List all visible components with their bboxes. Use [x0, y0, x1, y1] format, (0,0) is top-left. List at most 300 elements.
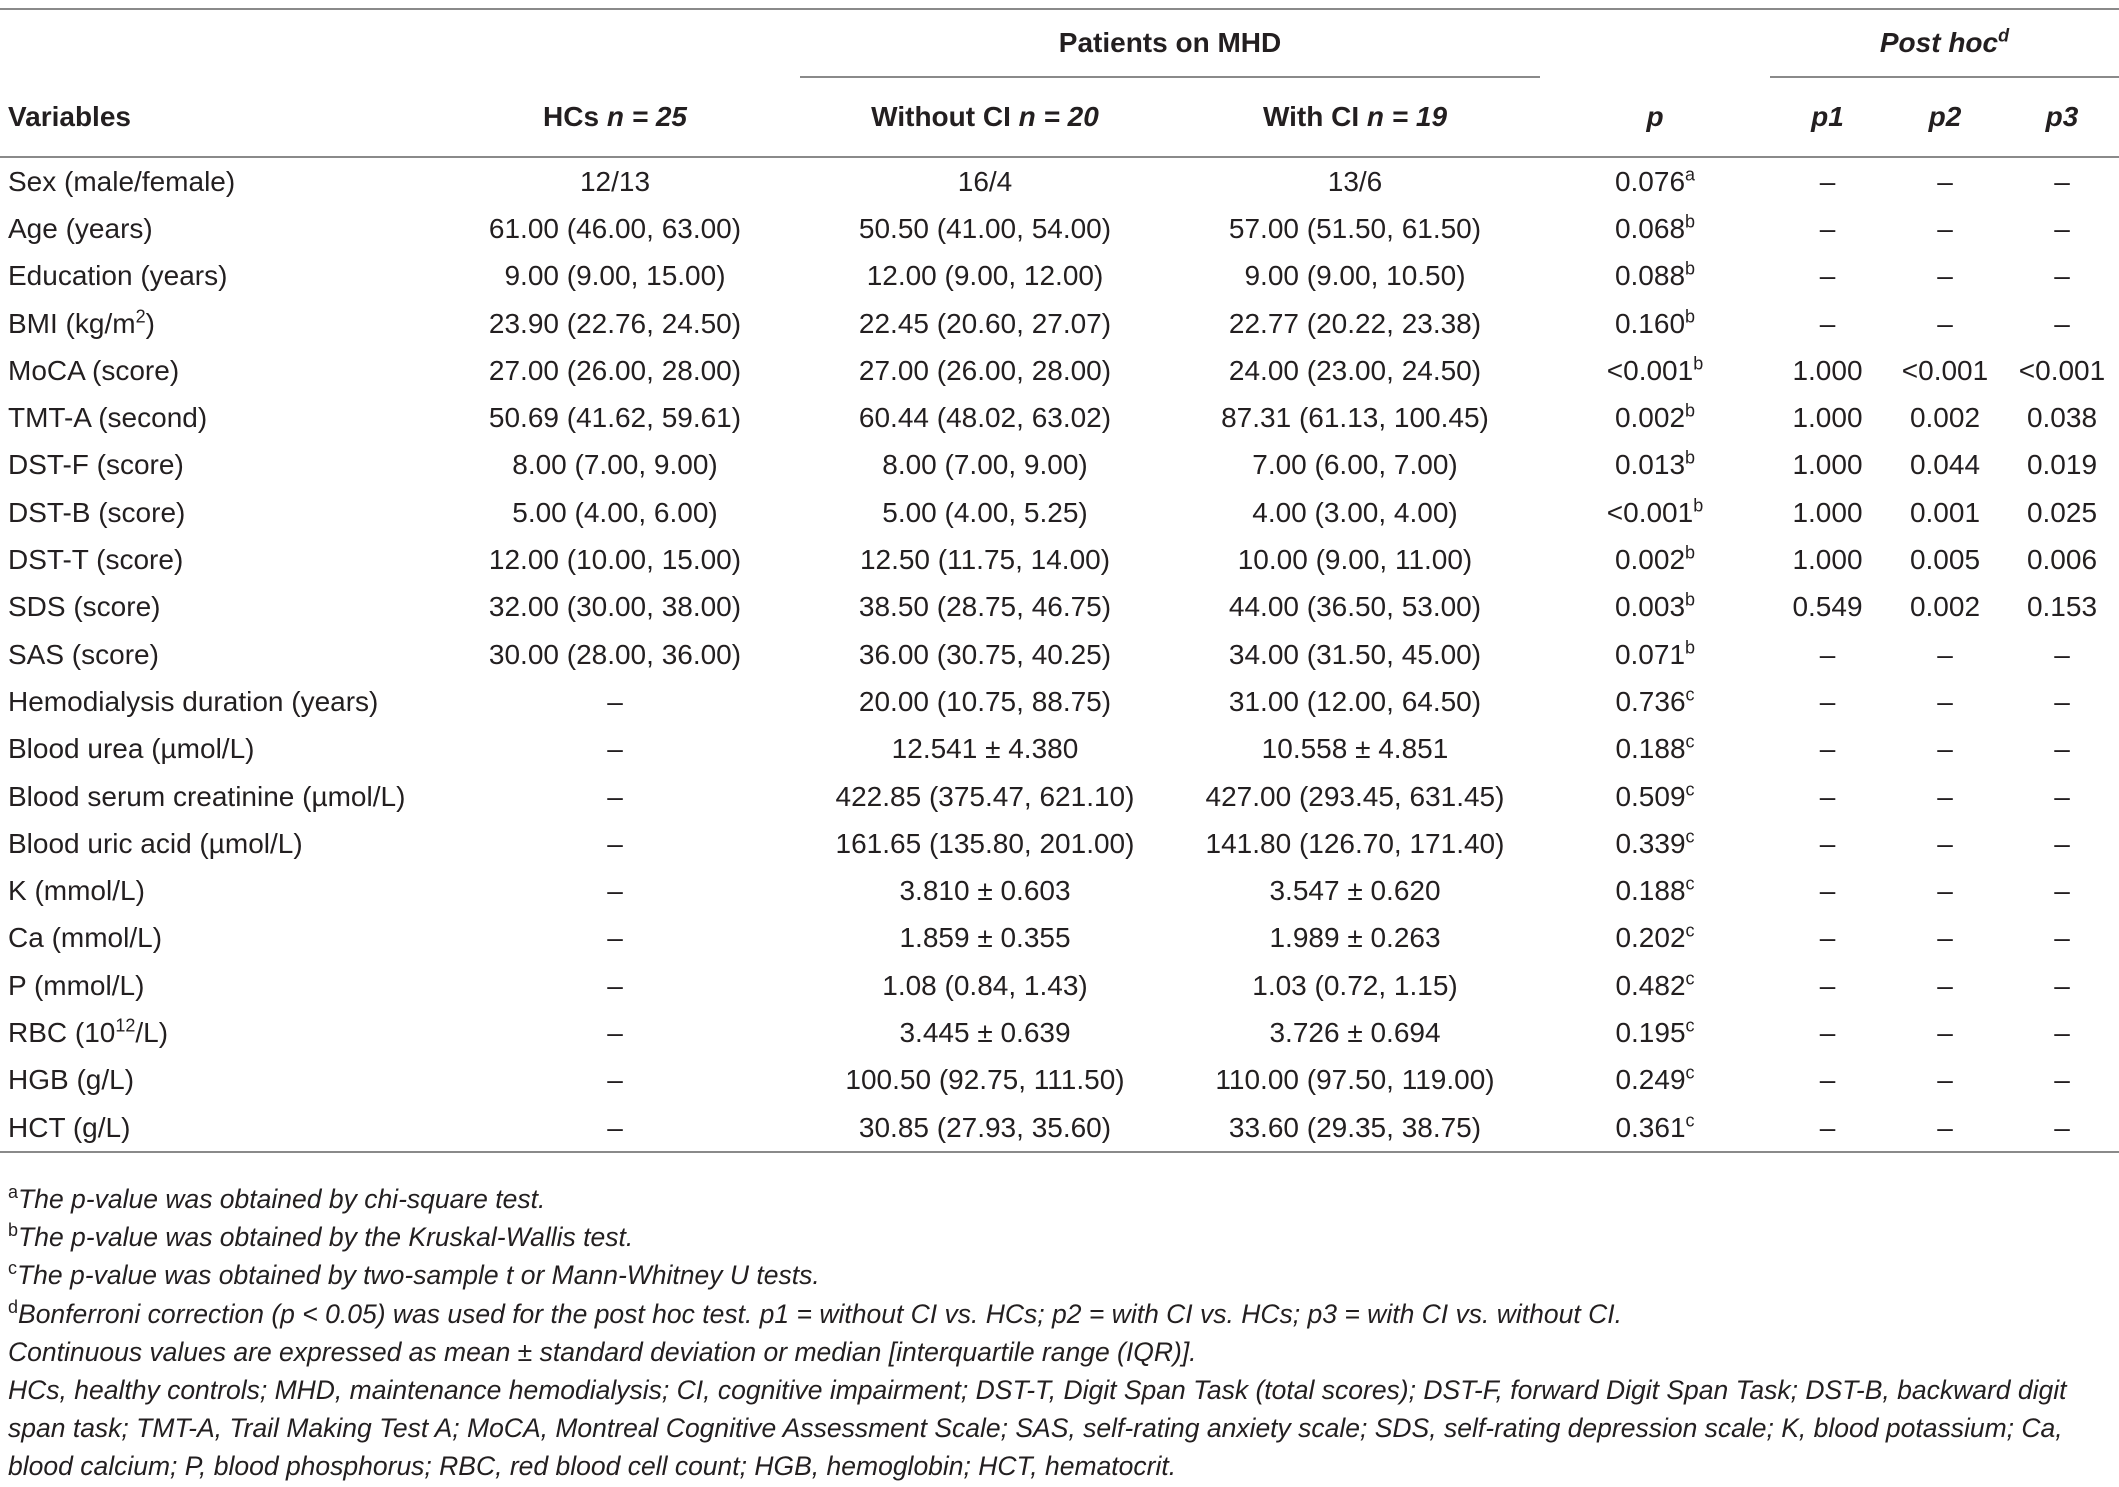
cell-without-ci: 12.50 (11.75, 14.00)	[859, 544, 1111, 576]
cell-hcs: –	[607, 780, 623, 812]
cell-p	[1540, 915, 1770, 962]
table-row	[0, 157, 2119, 205]
variable-variable: P (mmol/L)	[8, 969, 145, 1001]
cell-p2: –	[1937, 685, 1953, 717]
column-header-emphasis: p1	[1811, 101, 1844, 132]
cell-p2: –	[1937, 827, 1953, 859]
cell-p2: –	[1937, 969, 1953, 1001]
cell-p1: –	[1819, 827, 1836, 859]
cell-variable	[0, 678, 430, 725]
cell-p1: –	[1819, 969, 1836, 1001]
cell-p2: –	[1937, 733, 1953, 765]
column-header-emphasis: p3	[2045, 101, 2079, 132]
cell-with-ci: 31.00 (12.00, 64.50)	[1228, 685, 1482, 717]
cell-p	[1540, 631, 1770, 678]
p-value: 0.068	[1614, 212, 1686, 244]
cell-variable	[0, 631, 430, 678]
footnote-mark: a	[8, 1182, 19, 1203]
p-value: 0.013	[1614, 449, 1686, 481]
cell-hcs: –	[607, 1064, 623, 1096]
cell-p1: –	[1819, 1064, 1836, 1096]
variable-var-sup: 12	[115, 1015, 136, 1036]
cell-hcs: –	[607, 875, 623, 907]
p-value: 0.482	[1615, 969, 1686, 1001]
cell-p2: –	[1937, 260, 1953, 292]
cell-p1: –	[1819, 875, 1836, 907]
cell-variable	[0, 1009, 430, 1056]
column-header-emphasis: n = 25	[606, 100, 687, 132]
variable-variable: DST-B (score)	[8, 496, 186, 528]
cell-p1: –	[1819, 922, 1836, 954]
cell-hcs: –	[607, 685, 623, 717]
column-header-with-ci	[1170, 77, 1540, 157]
cell-p3: –	[2054, 733, 2070, 765]
cell-with-ci: 87.31 (61.13, 100.45)	[1221, 402, 1489, 434]
post-hoc-label: Post hoc	[1879, 27, 1999, 58]
cell-p2: 0.001	[1909, 496, 1981, 528]
footnote-text: Bonferroni correction (p < 0.05) was used for the post hoc test. p1 = without CI vs. HCs; p2 = with CI vs. HCs; p3 = with CI vs. without CI.	[18, 1298, 1622, 1329]
table-row	[0, 442, 2119, 489]
cell-without-ci: 30.85 (27.93, 35.60)	[800, 1104, 1170, 1152]
cell-p3: 0.038	[2026, 402, 2098, 434]
p-value: 0.202	[1615, 922, 1686, 954]
p-value: 0.160	[1614, 307, 1686, 339]
table-row	[0, 773, 2119, 820]
cell-with-ci: 57.00 (51.50, 61.50)	[1228, 212, 1482, 244]
cell-without-ci: 12.541 ± 4.380	[891, 733, 1079, 765]
cell-p2: 0.005	[1909, 544, 1981, 576]
variable-variable: Blood uric acid (µmol/L)	[8, 827, 303, 859]
table-row	[0, 1009, 2119, 1056]
cell-p2: –	[1937, 875, 1953, 907]
cell-without-ci: 1.859 ± 0.355	[899, 922, 1071, 954]
cell-with-ci: 44.00 (36.50, 53.00)	[1228, 591, 1482, 623]
cell-variable	[0, 820, 430, 867]
p-value: 0.188	[1615, 733, 1686, 765]
cell-without-ci: 422.85 (375.47, 621.10)	[835, 780, 1135, 812]
p-footnote-mark: b	[1693, 495, 1704, 516]
cell-p3: –	[2054, 638, 2070, 670]
variable-variable: Blood serum creatinine (µmol/L)	[8, 780, 406, 812]
cell-p3: –	[2054, 1016, 2070, 1048]
cell-without-ci: 20.00 (10.75, 88.75)	[858, 685, 1112, 717]
cell-p2: –	[1937, 165, 1953, 197]
table-row	[0, 1104, 2119, 1152]
variable-variable: BMI (kg/m	[8, 307, 136, 339]
p-value: 0.339	[1615, 827, 1686, 859]
footnote-text: Continuous values are expressed as mean ± standard deviation or median [interquartile range (IQR)].	[8, 1336, 1197, 1367]
variable-variable: Blood urea (µmol/L)	[8, 733, 255, 765]
footnote-mark: b	[8, 1220, 19, 1241]
cell-variable	[0, 536, 430, 583]
cell-with-ci: 34.00 (31.50, 45.00)	[1228, 638, 1482, 670]
variable-variable: Hemodialysis duration (years)	[8, 685, 379, 717]
cell-p	[1540, 962, 1770, 1009]
column-header-label: Variables	[8, 100, 131, 132]
cell-hcs: 32.00 (30.00, 38.00)	[488, 591, 742, 623]
table-row	[0, 631, 2119, 678]
cell-without-ci: 22.45 (20.60, 27.07)	[858, 307, 1112, 339]
cell-p3: –	[2054, 875, 2070, 907]
cell-p3: –	[2054, 307, 2070, 339]
column-header-label: Without CI	[871, 101, 1019, 132]
variable-variable: SAS (score)	[8, 638, 159, 670]
cell-p	[1540, 157, 1770, 205]
table-row	[0, 253, 2119, 300]
cell-p2: 0.002	[1909, 402, 1981, 434]
cell-with-ci: 110.00 (97.50, 119.00)	[1215, 1064, 1495, 1096]
column-header-emphasis: n = 19	[1366, 101, 1448, 132]
cell-p	[1540, 347, 1770, 394]
group-header-post-hoc	[1770, 10, 2119, 77]
table-row	[0, 726, 2119, 773]
cell-hcs: 12.00 (10.00, 15.00)	[488, 544, 742, 576]
cell-p3: –	[2054, 969, 2070, 1001]
p-footnote-mark: c	[1685, 968, 1695, 989]
p-footnote-mark: b	[1693, 353, 1704, 374]
cell-p2: –	[1937, 212, 1953, 244]
footnote-text: The p-value was obtained by chi-square test.	[18, 1184, 546, 1214]
cell-hcs: –	[607, 1016, 623, 1048]
cell-with-ci: 9.00 (9.00, 10.50)	[1244, 260, 1466, 292]
cell-variable	[0, 442, 430, 489]
footnote-text: HCs, healthy controls; MHD, maintenance hemodialysis; CI, cognitive impairment; DST-T, Digit Span Task (total scores); DST-F, forward Digit Span Task; DST-B, backward digit span task; TMT-A, Trail Making Test A; MoCA, Montreal Cognitive Assessment Scale; SAS, self-rating anxiety scale; SDS, self-rating depression scale; K, blood potassium; Ca, blood calcium; P, blood phosphorus; RBC, red blood cell count; HGB, hemoglobin; HCT, hematocrit.	[8, 1375, 2067, 1482]
cell-with-ci: 141.80 (126.70, 171.40)	[1205, 827, 1505, 859]
cell-with-ci: 427.00 (293.45, 631.45)	[1205, 780, 1505, 812]
cell-p2: –	[1937, 307, 1953, 339]
cell-p1: 1.000	[1792, 354, 1863, 386]
cell-p2: –	[1937, 780, 1953, 812]
variable-variable: MoCA (score)	[8, 354, 180, 386]
cell-p2: –	[1937, 638, 1953, 670]
p-footnote-mark: b	[1685, 400, 1696, 421]
p-footnote-mark: b	[1685, 306, 1696, 327]
cell-p	[1540, 1057, 1770, 1104]
cell-p	[1540, 1009, 1770, 1056]
cell-p	[1540, 536, 1770, 583]
results-table	[0, 8, 2119, 1153]
cell-p2: –	[1885, 1104, 2005, 1152]
footnote	[8, 1333, 2108, 1371]
cell-p3: –	[2054, 165, 2070, 197]
cell-p3: –	[2054, 1064, 2070, 1096]
footnote-mark: c	[8, 1258, 17, 1279]
column-header-row	[0, 77, 2119, 157]
table-row	[0, 1057, 2119, 1104]
cell-variable	[0, 773, 430, 820]
cell-variable	[0, 157, 430, 205]
variable-variable: Age (years)	[8, 212, 153, 244]
cell-hcs: 50.69 (41.62, 59.61)	[488, 402, 742, 434]
cell-p	[1540, 253, 1770, 300]
p-footnote-mark: c	[1685, 1110, 1695, 1131]
p-footnote-mark: b	[1685, 258, 1696, 279]
footnote-text: The p-value was obtained by the Kruskal-Wallis test.	[18, 1222, 634, 1253]
p-footnote-mark: c	[1685, 826, 1695, 847]
p-footnote-mark: c	[1685, 684, 1695, 705]
cell-variable	[0, 300, 430, 347]
p-value: 0.002	[1614, 402, 1686, 434]
cell-with-ci: 1.989 ± 0.263	[1269, 922, 1441, 954]
cell-p2: 0.002	[1909, 591, 1981, 623]
cell-hcs: 12/13	[579, 165, 651, 197]
cell-p3: –	[2054, 827, 2070, 859]
p-footnote-mark: c	[1685, 873, 1695, 894]
cell-p3: –	[2054, 780, 2070, 812]
column-header-without-ci	[800, 77, 1170, 157]
cell-variable	[0, 394, 430, 441]
variable-variable: Ca (mmol/L)	[8, 922, 163, 954]
cell-p1: –	[1819, 638, 1836, 670]
cell-p1: –	[1819, 307, 1836, 339]
p-footnote-mark: b	[1685, 589, 1696, 610]
cell-variable	[0, 584, 430, 631]
table-row	[0, 584, 2119, 631]
p-footnote-mark: c	[1685, 921, 1695, 942]
p-value: 0.188	[1615, 875, 1686, 907]
cell-without-ci: 161.65 (135.80, 201.00)	[835, 827, 1135, 859]
cell-hcs: –	[607, 922, 623, 954]
cell-p2: –	[1937, 1064, 1953, 1096]
cell-hcs: –	[430, 1104, 800, 1152]
cell-p	[1540, 394, 1770, 441]
table-row	[0, 962, 2119, 1009]
cell-p	[1540, 1104, 1770, 1152]
cell-hcs: 27.00 (26.00, 28.00)	[488, 354, 742, 386]
p-footnote-mark: a	[1685, 164, 1696, 185]
p-value: 0.002	[1614, 544, 1686, 576]
column-header-hcs	[430, 77, 800, 157]
cell-p	[1540, 489, 1770, 536]
cell-with-ci: 7.00 (6.00, 7.00)	[1252, 449, 1458, 481]
cell-without-ci: 27.00 (26.00, 28.00)	[858, 354, 1112, 386]
cell-without-ci: 8.00 (7.00, 9.00)	[882, 449, 1088, 481]
footnote	[8, 1218, 2108, 1256]
p-value: 0.509	[1615, 780, 1686, 812]
cell-p3: –	[2054, 260, 2070, 292]
table-row	[0, 489, 2119, 536]
variable-variable: RBC (10	[8, 1016, 116, 1048]
cell-with-ci: 4.00 (3.00, 4.00)	[1252, 496, 1458, 528]
table-row	[0, 300, 2119, 347]
cell-with-ci: 10.558 ± 4.851	[1261, 733, 1449, 765]
p-value: 0.003	[1614, 591, 1686, 623]
cell-p	[1540, 584, 1770, 631]
variable-variable: SDS (score)	[8, 591, 161, 623]
cell-hcs: –	[607, 969, 623, 1001]
column-header-p1	[1770, 77, 1885, 157]
cell-variable	[0, 347, 430, 394]
cell-without-ci: 100.50 (92.75, 111.50)	[845, 1064, 1125, 1096]
p-value: 0.736	[1615, 685, 1686, 717]
cell-p	[1540, 773, 1770, 820]
footnote-mark: d	[8, 1296, 19, 1317]
cell-p	[1540, 820, 1770, 867]
table-row	[0, 347, 2119, 394]
cell-without-ci: 5.00 (4.00, 5.25)	[882, 496, 1088, 528]
p-value: 0.076	[1614, 165, 1686, 197]
cell-variable	[0, 962, 430, 1009]
cell-p	[1540, 442, 1770, 489]
p-footnote-mark: b	[1685, 542, 1696, 563]
cell-hcs: –	[607, 733, 623, 765]
cell-p	[1540, 678, 1770, 725]
cell-hcs: 23.90 (22.76, 24.50)	[488, 307, 742, 339]
variable-variable: TMT-A (second)	[8, 402, 208, 434]
table-row	[0, 867, 2119, 914]
footnote-text: The p-value was obtained by two-sample t or Mann-Whitney U tests.	[17, 1260, 820, 1291]
cell-p1: 0.549	[1792, 591, 1863, 623]
cell-p2: 0.044	[1909, 449, 1981, 481]
cell-hcs: 61.00 (46.00, 63.00)	[488, 212, 742, 244]
cell-without-ci: 1.08 (0.84, 1.43)	[882, 969, 1088, 1001]
cell-variable	[0, 1104, 430, 1152]
p-footnote-mark: b	[1685, 637, 1696, 658]
cell-without-ci: 36.00 (30.75, 40.25)	[858, 638, 1112, 670]
cell-hcs: 8.00 (7.00, 9.00)	[512, 449, 718, 481]
table-row	[0, 820, 2119, 867]
column-header-label: With CI	[1262, 101, 1367, 132]
variable-var-after: )	[145, 307, 155, 339]
variable-var-sup: 2	[135, 306, 146, 327]
footnote	[8, 1295, 2108, 1333]
footnote	[8, 1371, 2108, 1486]
cell-without-ci: 12.00 (9.00, 12.00)	[866, 260, 1104, 292]
cell-without-ci: 60.44 (48.02, 63.02)	[858, 402, 1112, 434]
cell-variable	[0, 489, 430, 536]
cell-p1: –	[1819, 780, 1836, 812]
cell-hcs: 30.00 (28.00, 36.00)	[488, 638, 742, 670]
p-footnote-mark: b	[1685, 211, 1696, 232]
p-value: 0.071	[1614, 638, 1686, 670]
column-header-p2	[1885, 77, 2005, 157]
cell-without-ci: 38.50 (28.75, 46.75)	[858, 591, 1112, 623]
cell-with-ci: 3.726 ± 0.694	[1269, 1016, 1441, 1048]
footnote	[8, 1256, 2108, 1294]
cell-p1: 1.000	[1792, 402, 1863, 434]
cell-p1: –	[1819, 165, 1836, 197]
cell-p1: 1.000	[1792, 544, 1863, 576]
footnotes	[8, 1180, 2108, 1486]
group-header-mhd: Patients on MHD	[800, 10, 1540, 77]
cell-with-ci: 13/6	[1327, 165, 1383, 197]
column-header-emphasis: p2	[1928, 101, 1962, 132]
cell-p3: 0.025	[2026, 496, 2098, 528]
post-hoc-sup: d	[1998, 25, 2010, 46]
table-body	[0, 157, 2119, 1152]
variable-variable: Sex (male/female)	[8, 165, 236, 197]
cell-variable	[0, 915, 430, 962]
cell-with-ci: 22.77 (20.22, 23.38)	[1228, 307, 1482, 339]
cell-p3: –	[2054, 922, 2070, 954]
cell-hcs: 9.00 (9.00, 15.00)	[504, 260, 726, 292]
cell-p1: –	[1819, 733, 1836, 765]
variable-variable: HCT (g/L)	[8, 1111, 131, 1143]
p-value: 0.249	[1615, 1064, 1686, 1096]
cell-variable	[0, 867, 430, 914]
variable-variable: K (mmol/L)	[8, 875, 145, 907]
variable-variable: DST-T (score)	[8, 544, 184, 576]
cell-p2: <0.001	[1901, 354, 1989, 386]
cell-p3: –	[2054, 212, 2070, 244]
cell-p1: 1.000	[1792, 496, 1863, 528]
table-row	[0, 394, 2119, 441]
cell-p	[1540, 205, 1770, 252]
cell-variable	[0, 726, 430, 773]
cell-hcs: 5.00 (4.00, 6.00)	[512, 496, 718, 528]
cell-p3: <0.001	[2018, 354, 2106, 386]
column-header-label: HCs	[543, 100, 607, 132]
cell-p	[1540, 300, 1770, 347]
p-value: <0.001	[1606, 496, 1694, 528]
cell-without-ci: 50.50 (41.00, 54.00)	[858, 212, 1112, 244]
cell-without-ci: 3.810 ± 0.603	[899, 875, 1071, 907]
variable-var-after: /L)	[135, 1016, 169, 1048]
cell-p3: –	[2054, 685, 2070, 717]
group-header-row	[0, 10, 2119, 77]
p-footnote-mark: b	[1685, 448, 1696, 469]
cell-p1: –	[1819, 212, 1836, 244]
cell-p2: –	[1937, 922, 1953, 954]
cell-variable	[0, 1057, 430, 1104]
table-row	[0, 678, 2119, 725]
column-header-p	[1540, 77, 1770, 157]
cell-with-ci: 24.00 (23.00, 24.50)	[1228, 354, 1482, 386]
p-footnote-mark: c	[1685, 1062, 1695, 1083]
variable-variable: Education (years)	[8, 260, 228, 292]
variable-variable: DST-F (score)	[8, 449, 184, 481]
p-footnote-mark: c	[1685, 1015, 1695, 1036]
variable-variable: HGB (g/L)	[8, 1064, 135, 1096]
cell-hcs: –	[607, 827, 623, 859]
p-value: 0.361	[1615, 1111, 1686, 1143]
cell-with-ci: 33.60 (29.35, 38.75)	[1170, 1104, 1540, 1152]
cell-variable	[0, 205, 430, 252]
cell-variable	[0, 253, 430, 300]
column-header-emphasis: p	[1646, 100, 1664, 132]
p-value: <0.001	[1606, 354, 1694, 386]
cell-p1: –	[1819, 260, 1836, 292]
cell-p	[1540, 867, 1770, 914]
p-footnote-mark: c	[1685, 779, 1695, 800]
p-footnote-mark: c	[1685, 731, 1695, 752]
p-value: 0.088	[1614, 260, 1686, 292]
cell-p3: 0.153	[2026, 591, 2098, 623]
cell-with-ci: 10.00 (9.00, 11.00)	[1237, 544, 1473, 576]
table-row	[0, 915, 2119, 962]
footnote	[8, 1180, 2108, 1218]
cell-p1: –	[1819, 685, 1836, 717]
cell-p1: –	[1770, 1104, 1885, 1152]
cell-p1: 1.000	[1792, 449, 1863, 481]
cell-p3: 0.006	[2026, 544, 2098, 576]
cell-without-ci: 3.445 ± 0.639	[899, 1016, 1071, 1048]
table-row	[0, 205, 2119, 252]
column-header-p3	[2005, 77, 2119, 157]
cell-p1: –	[1819, 1016, 1836, 1048]
cell-p	[1540, 726, 1770, 773]
cell-p2: –	[1937, 1016, 1953, 1048]
column-header-emphasis: n = 20	[1018, 101, 1099, 132]
column-header-variables	[0, 77, 430, 157]
cell-with-ci: 3.547 ± 0.620	[1269, 875, 1441, 907]
cell-without-ci: 16/4	[957, 165, 1013, 197]
cell-with-ci: 1.03 (0.72, 1.15)	[1252, 969, 1458, 1001]
cell-p3: 0.019	[2026, 449, 2098, 481]
cell-p3: –	[2005, 1104, 2119, 1152]
table-row	[0, 536, 2119, 583]
p-value: 0.195	[1615, 1016, 1686, 1048]
